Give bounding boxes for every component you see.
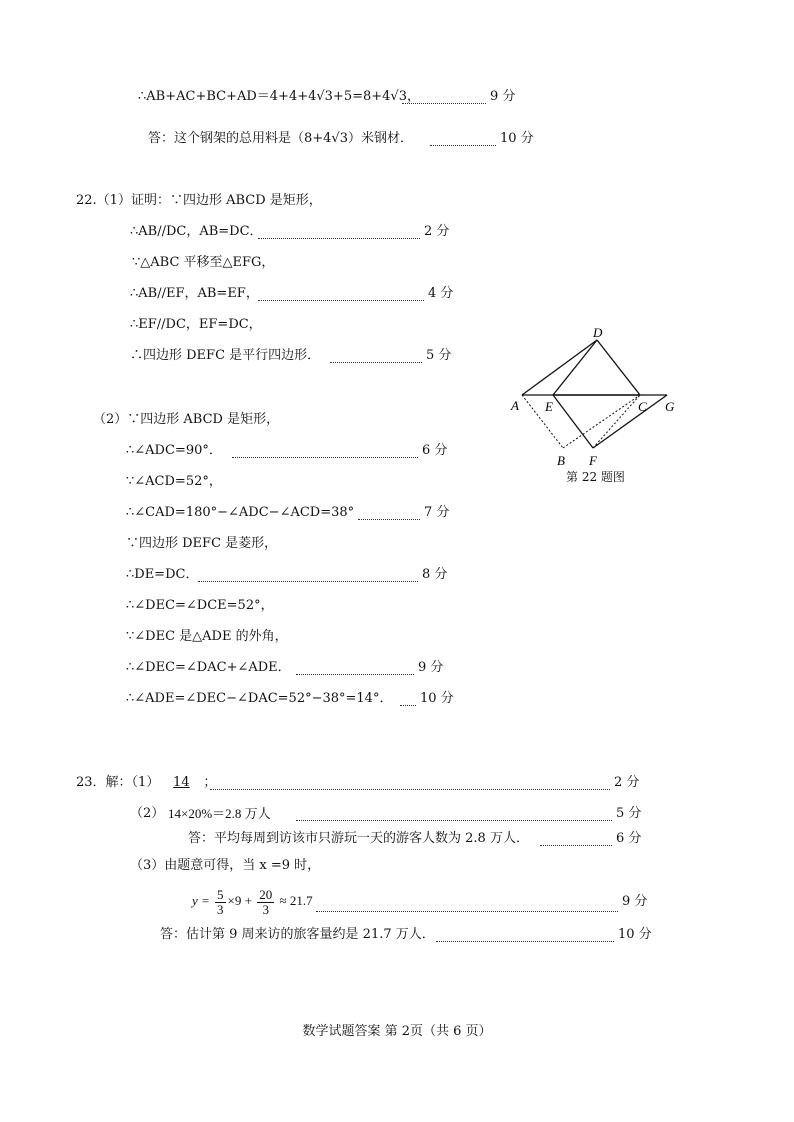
fraction-1-den: 3 <box>217 901 224 917</box>
label-b: B <box>557 453 565 468</box>
dot-leader <box>232 445 418 458</box>
q22-p1-line: ∴四边形 DEFC 是平行四边形． <box>130 348 321 363</box>
dot-leader <box>210 777 610 790</box>
dot-leader <box>540 833 612 846</box>
label-a: A <box>511 398 519 413</box>
q22-p1-line: ∴AB//EF，AB=EF， <box>130 286 259 301</box>
q22-p1-line: ∵△ABC 平移至△EFG， <box>132 255 275 270</box>
score: 2 分 <box>424 224 450 239</box>
figure-caption: 第 22 题图 <box>566 470 625 484</box>
dot-leader <box>400 693 416 706</box>
dot-leader <box>258 288 424 301</box>
dot-leader <box>358 507 420 520</box>
score: 4 分 <box>428 286 454 301</box>
score: 5 分 <box>616 806 642 821</box>
label-d: D <box>593 325 603 340</box>
formula-mid: ×9 + <box>227 893 252 908</box>
dot-leader <box>316 899 618 912</box>
page-footer: 数学试题答案 第 2页（共 6 页） <box>302 1024 492 1039</box>
label-e: E <box>545 399 553 414</box>
dot-leader <box>330 350 422 363</box>
dot-leader <box>430 133 496 146</box>
score: 9 分 <box>490 89 516 104</box>
fraction-2 <box>257 888 274 917</box>
q23-p3-answer: 答：估计第 9 周来访的旅客量约是 21.7 万人． <box>160 927 435 942</box>
fraction-2-den: 3 <box>262 901 269 917</box>
q23-p2-label: （2） <box>130 806 165 821</box>
q23-formula <box>192 884 313 918</box>
label-c: C <box>638 399 647 414</box>
q22-p2-line: ∴∠ADC=90°． <box>126 443 222 458</box>
dot-leader <box>296 662 414 675</box>
q22-p2-line: ∵∠DEC 是△ADE 的外角， <box>126 629 288 644</box>
seg-ef <box>553 395 593 448</box>
formula-y: y = <box>192 893 210 908</box>
score: 9 分 <box>622 894 648 909</box>
figure-22 <box>505 325 685 485</box>
q22-part2-header: （2）∵四边形 ABCD 是矩形， <box>93 412 280 427</box>
top-line-2: 答：这个钢架的总用料是（8+4√3）米钢材． <box>148 131 413 146</box>
score: 2 分 <box>614 775 640 790</box>
q22-p2-line: ∴∠CAD=180°−∠ADC−∠ACD=38° <box>126 505 355 520</box>
dot-leader <box>436 929 614 942</box>
q22-p2-line: ∴∠DEC=∠DCE=52°， <box>126 598 274 613</box>
score: 6 分 <box>616 831 642 846</box>
dot-leader <box>198 569 418 582</box>
score: 10 分 <box>420 691 454 706</box>
score: 9 分 <box>418 660 444 675</box>
q22-p2-line: ∵四边形 DEFC 是菱形， <box>126 536 278 551</box>
fraction-1 <box>215 888 226 917</box>
q22-p2-line: ∴∠ADE=∠DEC−∠DAC=52°−38°=14°． <box>126 691 393 706</box>
label-f: F <box>589 453 597 468</box>
q23-answer1: 14 <box>173 775 190 790</box>
score: 5 分 <box>426 348 452 363</box>
score: 7 分 <box>424 505 450 520</box>
seg-fg <box>593 395 667 448</box>
q22-p2-line: ∴∠DEC=∠DAC+∠ADE． <box>126 660 291 675</box>
label-g: G <box>665 399 675 414</box>
dot-leader <box>402 91 486 104</box>
score: 6 分 <box>422 443 448 458</box>
fraction-2-num: 20 <box>259 886 273 902</box>
score: 10 分 <box>500 131 534 146</box>
q22-p2-line: ∴DE=DC． <box>126 567 199 582</box>
q22-header: 22.（1）证明：∵四边形 ABCD 是矩形， <box>76 193 322 208</box>
score: 8 分 <box>422 567 448 582</box>
fraction-1-num: 5 <box>217 886 224 902</box>
dash-fc <box>593 395 640 448</box>
score: 10 分 <box>618 927 652 942</box>
dot-leader <box>296 808 612 821</box>
q23-header-text: 23．解：（1） <box>76 775 160 790</box>
q22-p1-line: ∴AB//DC，AB=DC． <box>130 224 263 239</box>
dash-bc <box>563 395 640 448</box>
q23-header: 23．解：（1） 14 ； <box>76 775 217 790</box>
q23-p3-label: （3）由题意可得，当 x =9 时， <box>130 858 321 873</box>
formula-end: ≈ 21.7 <box>279 893 313 908</box>
top-line-1: ∴AB+AC+BC+AD＝4+4+4√3+5=8+4√3， <box>138 89 420 104</box>
q23-p2-expr: 14×20%＝2.8 万人 <box>168 806 271 821</box>
dash-ab <box>522 395 563 448</box>
q23-p2-answer: 答：平均每周到访该市只游玩一天的游客人数为 2.8 万人． <box>188 831 529 846</box>
dot-leader <box>258 226 420 239</box>
q22-p2-line: ∵∠ACD=52°， <box>126 474 222 489</box>
q22-p1-line: ∴EF//DC，EF=DC， <box>130 317 262 332</box>
seg-dc <box>597 340 640 395</box>
